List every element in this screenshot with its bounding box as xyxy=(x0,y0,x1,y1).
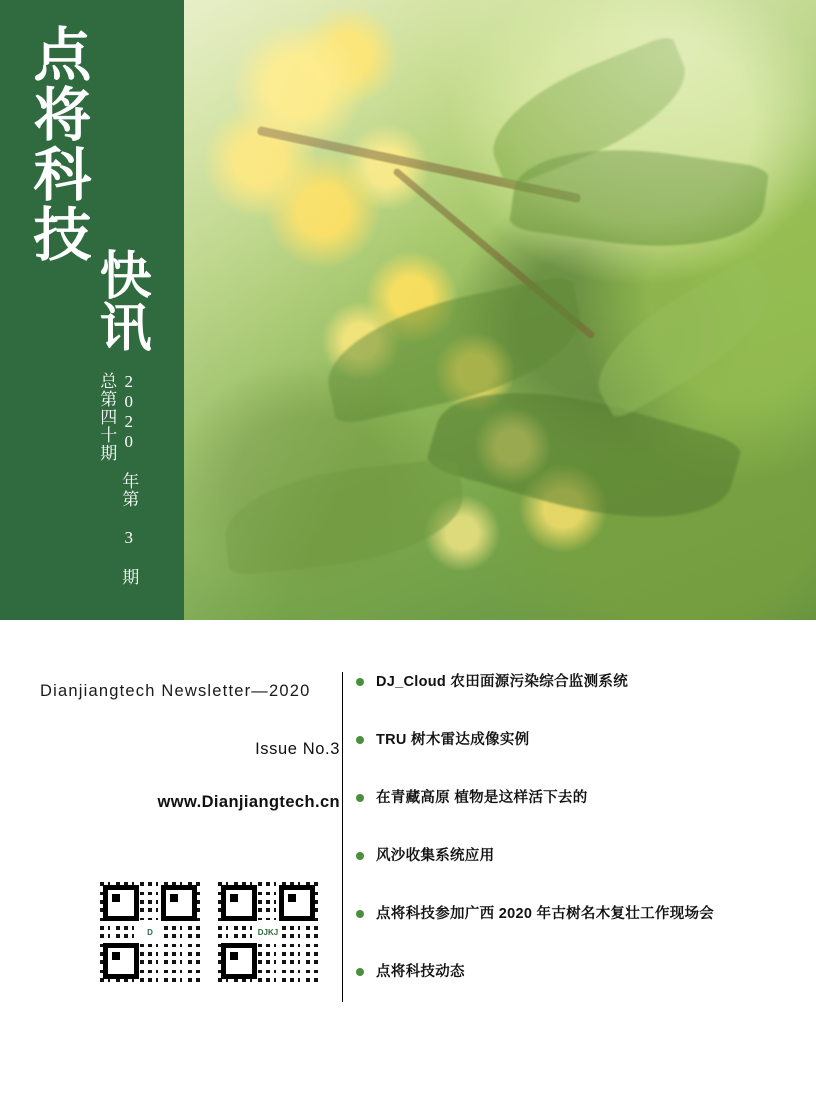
toc-entry-label: 点将科技参加广西 2020 年古树名木复壮工作现场会 xyxy=(376,906,715,922)
qr-code-website[interactable] xyxy=(218,882,318,982)
masthead-panel xyxy=(0,0,184,620)
qr-finder-icon xyxy=(221,885,257,921)
list-item[interactable] xyxy=(356,846,796,904)
newsletter-title: Dianjiangtech Newsletter—2020 xyxy=(40,682,311,700)
toc-entry-label: DJ_Cloud 农田面源污染综合监测系统 xyxy=(376,674,628,690)
publication-meta xyxy=(40,680,340,812)
list-item[interactable] xyxy=(356,672,796,730)
publication-subtitle: 快讯 xyxy=(91,248,149,352)
qr-center-logo: DJKJ xyxy=(256,920,280,944)
bullet-icon xyxy=(356,736,364,744)
bullet-icon xyxy=(356,910,364,918)
toc-entry-label: 风沙收集系统应用 xyxy=(376,848,495,864)
leaf-shape xyxy=(220,458,469,577)
issue-total-label: 总第四十期 xyxy=(97,372,117,462)
bullet-icon xyxy=(356,794,364,802)
qr-finder-icon xyxy=(161,885,197,921)
bullet-icon xyxy=(356,678,364,686)
leaf-shape xyxy=(578,255,789,421)
list-item[interactable] xyxy=(356,730,796,788)
qr-finder-icon xyxy=(221,943,257,979)
cover-photo-osmanthus xyxy=(184,0,816,620)
list-item[interactable] xyxy=(356,788,796,846)
brand-title: 点将科技 xyxy=(24,24,90,264)
qr-code-wechat[interactable] xyxy=(100,882,200,982)
qr-finder-icon xyxy=(103,943,139,979)
bullet-icon xyxy=(356,852,364,860)
qr-finder-icon xyxy=(279,885,315,921)
list-item[interactable] xyxy=(356,904,796,962)
issue-year-label: 2020 年第 3 期 xyxy=(119,372,139,586)
toc-entry-label: 在青藏高原 植物是这样活下去的 xyxy=(376,790,588,806)
qr-center-logo: D xyxy=(138,920,162,944)
list-item[interactable] xyxy=(356,962,796,1020)
qr-finder-icon xyxy=(103,885,139,921)
issue-number: Issue No.3 xyxy=(255,740,340,759)
qr-code-row xyxy=(100,882,318,982)
toc-entry-label: 点将科技动态 xyxy=(376,964,465,980)
vertical-divider xyxy=(342,672,343,1002)
toc-entry-label: TRU 树木雷达成像实例 xyxy=(376,732,530,748)
table-of-contents xyxy=(356,672,796,1020)
bullet-icon xyxy=(356,968,364,976)
website-url: www.Dianjiangtech.cn xyxy=(157,793,340,812)
